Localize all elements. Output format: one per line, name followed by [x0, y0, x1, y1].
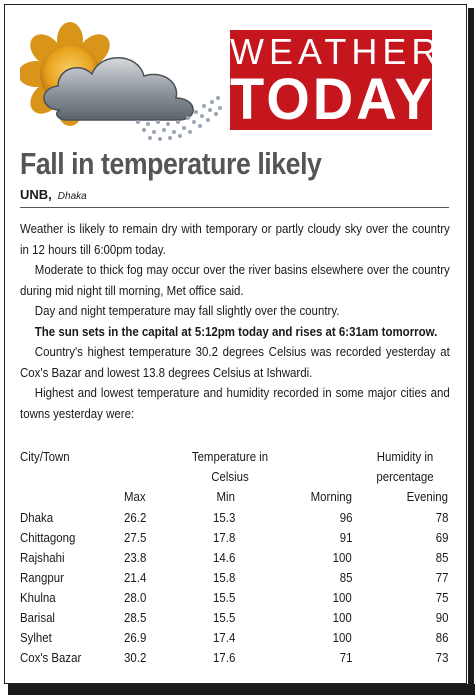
cell-min: 14.6 [212, 550, 235, 565]
paragraph-3: Day and night temperature may fall slightly over the country. [34, 303, 340, 318]
table-row [20, 528, 449, 548]
cell-morning: 71 [339, 650, 352, 665]
cell-city: Barisal [20, 610, 55, 625]
header-city: City/Town [20, 449, 70, 464]
article-headline: Fall in temperature likely [20, 146, 322, 181]
cell-city: Dhaka [20, 510, 54, 525]
cell-max: 28.5 [123, 610, 146, 625]
table-row [20, 628, 449, 648]
banner-line-today: TODAY [230, 65, 435, 132]
paragraph-5: Country's highest temperature 30.2 degrees Celsius was recorded yesterday at Cox's Bazar and lowest 13.8 degrees Celsius at Ishwardi. [20, 344, 450, 380]
header-humidity-line1: Humidity in [376, 449, 434, 464]
cell-city: Chittagong [20, 530, 76, 545]
cell-evening: 78 [435, 510, 448, 525]
cell-min: 17.6 [212, 650, 235, 665]
cell-morning: 96 [339, 510, 352, 525]
table-row [20, 608, 449, 628]
paragraph-2: Moderate to thick fog may occur over the river basins elsewhere over the country during mid night till morning, Met office said. [20, 262, 450, 298]
byline [20, 188, 87, 204]
cell-max: 26.9 [123, 630, 146, 645]
cell-evening: 77 [435, 570, 448, 585]
subheader-max: Max [124, 489, 146, 504]
cell-evening: 75 [435, 590, 448, 605]
subheader-evening: Evening [406, 489, 448, 504]
paragraph-6: Highest and lowest temperature and humidity recorded in some major cities and towns yesterday were: [20, 385, 450, 421]
table-row [20, 648, 449, 668]
cell-city: Cox's Bazar [20, 650, 82, 665]
cell-min: 17.8 [212, 530, 235, 545]
cell-max: 30.2 [123, 650, 146, 665]
cell-morning: 85 [339, 570, 352, 585]
cell-min: 15.5 [212, 610, 235, 625]
cell-morning: 91 [339, 530, 352, 545]
cell-city: Rangpur [20, 570, 64, 585]
cell-max: 23.8 [123, 550, 146, 565]
table-row [20, 508, 449, 528]
cell-min: 15.3 [212, 510, 235, 525]
byline-location: Dhaka [57, 191, 87, 202]
header-temperature-line2: Celsius [211, 469, 249, 484]
cell-evening: 86 [435, 630, 448, 645]
table-row [20, 588, 449, 608]
cell-morning: 100 [332, 630, 352, 645]
byline-divider [20, 207, 449, 208]
weather-today-banner [230, 30, 443, 132]
cell-min: 15.8 [212, 570, 235, 585]
paragraph-4-sunset: The sun sets in the capital at 5:12pm today and rises at 6:31am tomorrow. [34, 323, 438, 339]
cell-city: Khulna [20, 590, 56, 605]
cell-evening: 90 [435, 610, 448, 625]
cell-max: 27.5 [123, 530, 146, 545]
cell-max: 21.4 [123, 570, 146, 585]
subheader-morning: Morning [310, 489, 352, 504]
paragraph-1: Weather is likely to remain dry with temporary or partly cloudy sky over the country in 12 hours till 6:00pm today. [20, 221, 450, 257]
table-header-row-2 [20, 467, 449, 487]
cell-min: 17.4 [212, 630, 235, 645]
header-humidity-line2: percentage [376, 469, 434, 484]
weather-sun-cloud-icon [20, 22, 230, 142]
page-shadow-right [468, 8, 474, 695]
cell-morning: 100 [332, 550, 352, 565]
cell-evening: 85 [435, 550, 448, 565]
banner-line-weather: WEATHER [230, 31, 443, 72]
article-body [20, 219, 450, 424]
cell-city: Sylhet [20, 630, 52, 645]
page-shadow-bottom [8, 684, 475, 695]
cell-min: 15.5 [212, 590, 235, 605]
cell-city: Rajshahi [20, 550, 65, 565]
cell-evening: 73 [435, 650, 448, 665]
cell-max: 26.2 [123, 510, 146, 525]
table-row [20, 548, 449, 568]
table-header-row-1 [20, 447, 449, 467]
cell-max: 28.0 [123, 590, 146, 605]
byline-source: UNB, [20, 187, 52, 202]
cell-morning: 100 [332, 590, 352, 605]
cell-morning: 100 [332, 610, 352, 625]
cell-evening: 69 [435, 530, 448, 545]
table-subheader-row [20, 487, 449, 507]
header-temperature-line1: Temperature in [191, 449, 269, 464]
subheader-min: Min [216, 489, 235, 504]
table-row [20, 568, 449, 588]
